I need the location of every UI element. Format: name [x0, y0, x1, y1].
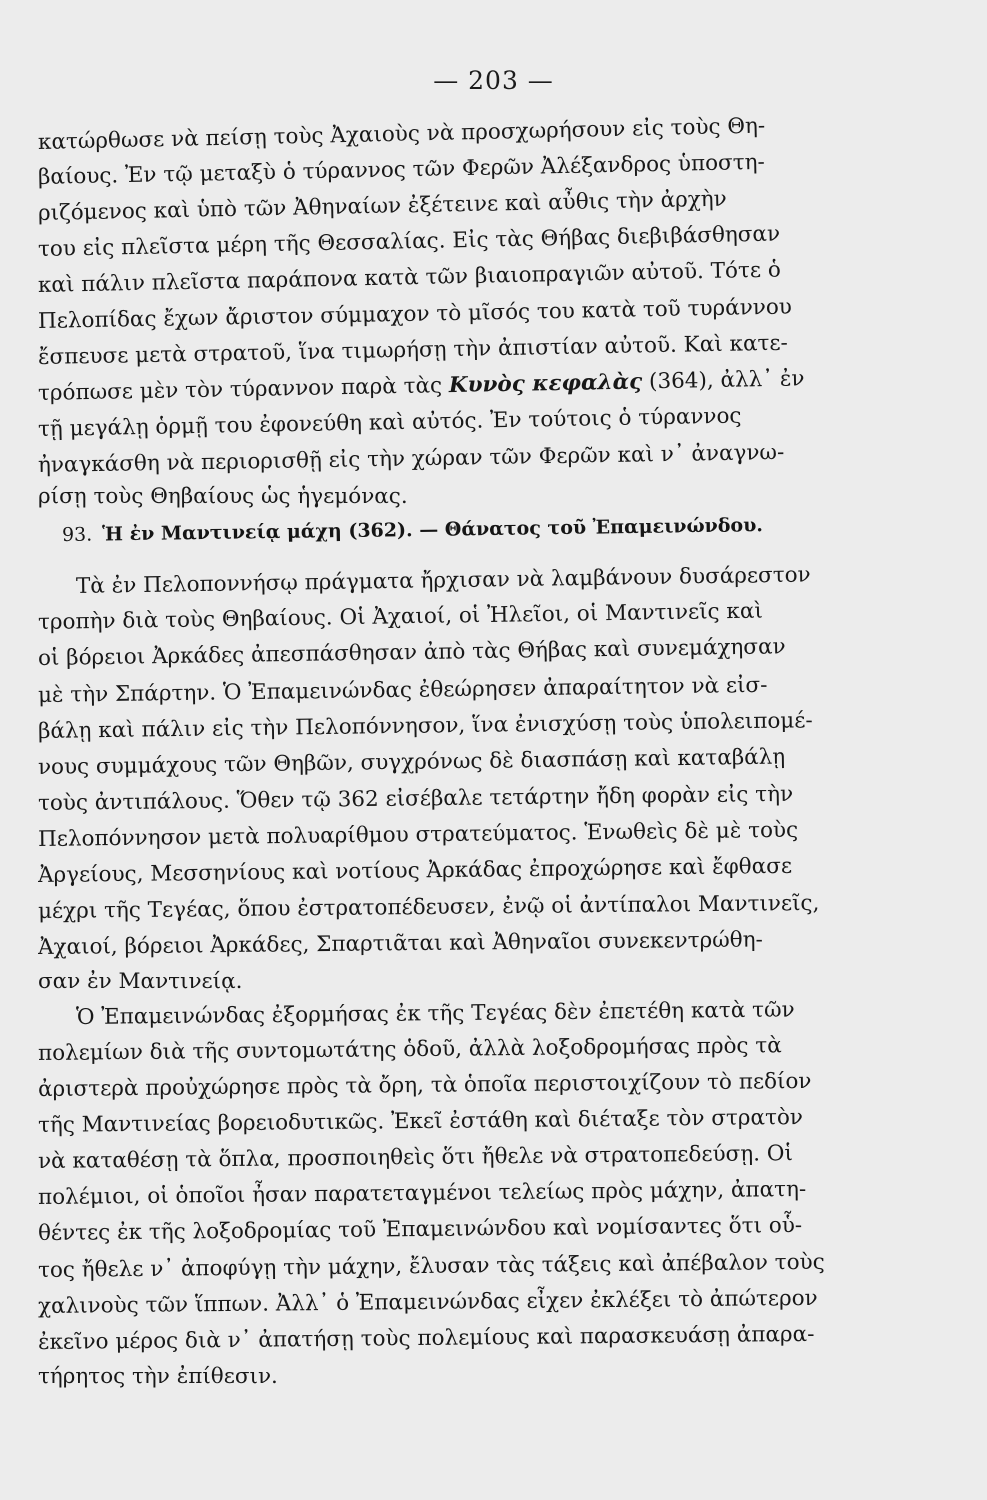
text-line: θέντες ἐκ τῆς λοξοδρομίας τοῦ Ἐπαμεινώνδου καὶ νομίσαντες ὅτι οὗ- — [37, 1212, 803, 1246]
text-line: τοὺς ἀντιπάλους. Ὅθεν τῷ 362 εἰσέβαλε τετάρτην ἤδη φορὰν εἰς τὴν — [37, 781, 794, 816]
emphasized-place-name: Κυνὸς κεφαλὰς — [448, 369, 643, 399]
text-line: τῆς Μαντινείας βορειοδυτικῶς. Ἐκεῖ ἐστάθη καὶ διέταξε τὸν στρατὸν — [37, 1104, 804, 1138]
text-line: καὶ πάλιν πλεῖστα παράπονα κατὰ τῶν βιαιοπραγιῶν αὐτοῦ. Τότε ὁ — [37, 257, 782, 298]
text-line: Ὁ Ἐπαμεινώνδας ἐξορμήσας ἐκ τῆς Τεγέας δὲν ἐπετέθη κατὰ τῶν — [75, 997, 795, 1030]
page-number: — 203 — — [433, 66, 554, 95]
text-line: χαλινοὺς τῶν ἵππων. Ἀλλ᾽ ὁ Ἐπαμεινώνδας εἶχεν ἐκλέξει τὸ ἀπώτερον — [37, 1285, 818, 1319]
text-line: του εἰς πλεῖστα μέρη τῆς Θεσσαλίας. Εἰς τὰς Θήβας διεβιβάσθησαν — [37, 221, 781, 262]
text-line: ἠναγκάσθη νὰ περιορισθῇ εἰς τὴν χώραν τῶν Φερῶν καὶ ν᾽ ἀναγνω- — [37, 439, 785, 478]
section-heading — [62, 514, 763, 546]
section-title: Ἡ ἐν Μαντινείᾳ μάχη (362). — Θάνατος τοῦ Ἐπαμεινώνδου. — [102, 514, 764, 546]
text-line: τῇ μεγάλῃ ὁρμῇ του ἐφονεύθη καὶ αὐτός. Ἐν τούτοις ὁ τύραννος — [37, 403, 742, 442]
text-line: πολεμίων διὰ τῆς συντομωτάτης ὁδοῦ, ἀλλὰ λοξοδρομήσας πρὸς τὰ — [37, 1033, 782, 1066]
text-segment: (364), ἀλλ᾽ ἐν — [641, 366, 805, 395]
text-line: τροπὴν διὰ τοὺς Θηβαίους. Οἱ Ἀχαιοί, οἱ Ἠλεῖοι, οἱ Μαντινεῖς καὶ — [37, 598, 763, 635]
text-line: Πελοπόννησον μετὰ πολυαρίθμου στρατεύματος. Ἑνωθεὶς δὲ μὲ τοὺς — [37, 817, 799, 852]
text-line: κατώρθωσε νὰ πείσῃ τοὺς Ἀχαιοὺς νὰ προσχωρήσουν εἰς τοὺς Θη- — [37, 113, 766, 155]
section-number: 93. — [61, 523, 93, 546]
text-line: ἔσπευσε μετὰ στρατοῦ, ἵνα τιμωρήσῃ τὴν ἀπιστίαν αὐτοῦ. Καὶ κατε- — [37, 330, 789, 370]
text-line: Ἀχαιοί, βόρειοι Ἀρκάδες, Σπαρτιᾶται καὶ Ἀθηναῖοι συνεκεντρώθη- — [37, 927, 763, 960]
text-line: σαν ἐν Μαντινείᾳ. — [38, 969, 243, 994]
text-line: νους συμμάχους τῶν Θηβῶν, συγχρόνως δὲ διασπάσῃ καὶ καταβάλῃ — [37, 744, 786, 780]
text-line: τος ἤθελε ν᾽ ἀποφύγῃ τὴν μάχην, ἔλυσαν τὰς τάξεις καὶ ἀπέβαλον τοὺς — [37, 1249, 825, 1283]
text-line: μέχρι τῆς Τεγέας, ὅπου ἐστρατοπέδευσεν, ἐνῷ οἱ ἀντίπαλοι Μαντινεῖς, — [37, 890, 820, 924]
text-line: ρίσῃ τοὺς Θηβαίους ὡς ἡγεμόνας. — [38, 484, 408, 509]
text-line: Πελοπίδας ἔχων ἄριστον σύμμαχον τὸ μῖσός του κατὰ τοῦ τυράννου — [37, 294, 793, 334]
text-line: βάλῃ καὶ πάλιν εἰς τὴν Πελοπόννησον, ἵνα ἐνισχύσῃ τοὺς ὑπολειπομέ- — [37, 708, 813, 744]
text-line: βαίους. Ἐν τῷ μεταξὺ ὁ τύραννος τῶν Φερῶν Ἀλέξανδρος ὑποστη- — [37, 149, 765, 190]
text-line: πολέμιοι, οἱ ὁποῖοι ἦσαν παρατεταγμένοι τελείως πρὸς μάχην, ἀπατη- — [37, 1176, 807, 1210]
text-line: Τὰ ἐν Πελοποννήσῳ πράγματα ἤρχισαν νὰ λαμβάνουν δυσάρεστον — [75, 562, 811, 599]
text-line: οἱ βόρειοι Ἀρκάδες ἀπεσπάσθησαν ἀπὸ τὰς Θήβας καὶ συνεμάχησαν — [37, 634, 786, 671]
text-line: ἀριστερὰ προὐχώρησε πρὸς τὰ ὄρη, τὰ ὁποῖα περιστοιχίζουν τὸ πεδίον — [37, 1068, 812, 1102]
text-line: ριζόμενος καὶ ὑπὸ τῶν Ἀθηναίων ἐξέτεινε καὶ αὖθις τὴν ἀρχὴν — [37, 186, 728, 226]
text-line: ἐκεῖνο μέρος διὰ ν᾽ ἀπατήσῃ τοὺς πολεμίους καὶ παρασκευάσῃ ἀπαρα- — [37, 1321, 815, 1355]
text-line: νὰ καταθέσῃ τὰ ὅπλα, προσποιηθεὶς ὅτι ἤθελε νὰ στρατοπεδεύσῃ. Οἱ — [37, 1141, 794, 1174]
text-line: μὲ τὴν Σπάρτην. Ὁ Ἐπαμεινώνδας ἐθεώρησεν ἀπαραίτητον νὰ εἰσ- — [37, 672, 768, 708]
text-segment: τρόπωσε μὲν τὸν τύραννον παρὰ τὰς — [37, 373, 450, 406]
text-line: τήρητος τὴν ἐπίθεσιν. — [38, 1364, 278, 1389]
text-line: Ἀργείους, Μεσσηνίους καὶ νοτίους Ἀρκάδας ἐπροχώρησε καὶ ἔφθασε — [37, 853, 793, 888]
